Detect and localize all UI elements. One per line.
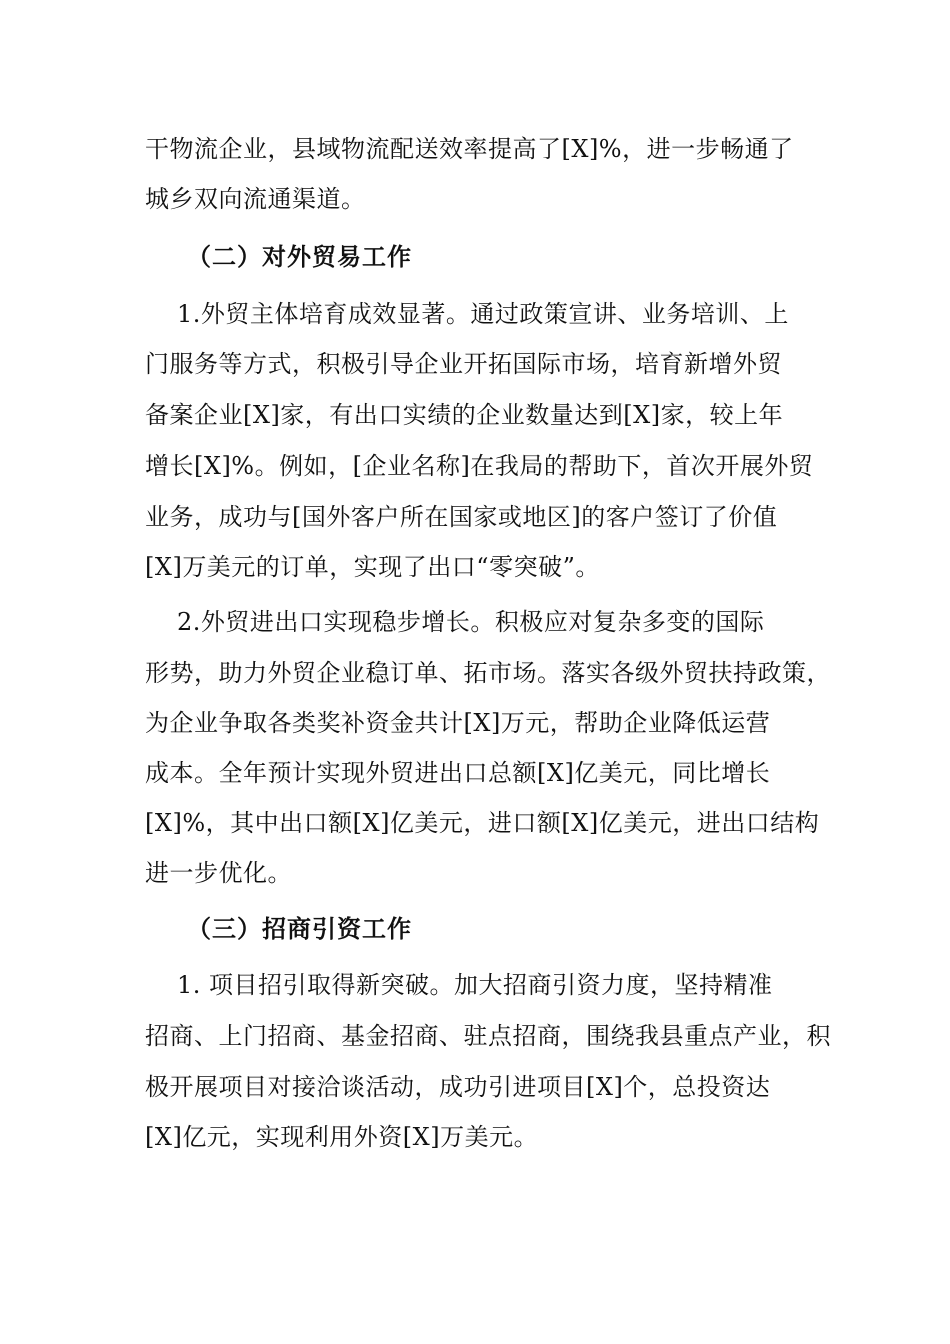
- paragraph-line: [X]%，其中出口额[X]亿美元，进口额[X]亿美元，进出口结构: [145, 809, 820, 837]
- paragraph-line: [X]亿元，实现利用外资[X]万美元。: [145, 1123, 539, 1151]
- paragraph-line: 备案企业[X]家，有出口实绩的企业数量达到[X]家，较上年: [145, 401, 784, 429]
- paragraph-line: 业务，成功与[国外客户所在国家或地区]的客户签订了价值: [145, 503, 778, 531]
- section-heading-investment: （三）招商引资工作: [187, 915, 412, 943]
- paragraph-line: 成本。全年预计实现外贸进出口总额[X]亿美元，同比增长: [145, 759, 771, 787]
- paragraph-line: 1.外贸主体培育成效显著。通过政策宣讲、业务培训、上: [177, 300, 789, 328]
- paragraph-line: 形势，助力外贸企业稳订单、拓市场。落实各级外贸扶持政策，: [145, 659, 831, 687]
- paragraph-line: 增长[X]%。例如，[企业名称]在我局的帮助下，首次开展外贸: [145, 452, 814, 480]
- paragraph-line: [X]万美元的订单，实现了出口“零突破”。: [145, 553, 600, 581]
- section-heading-foreign-trade: （二）对外贸易工作: [187, 243, 412, 271]
- paragraph-line: 门服务等方式，积极引导企业开拓国际市场，培育新增外贸: [145, 350, 782, 378]
- paragraph-line: 2.外贸进出口实现稳步增长。积极应对复杂多变的国际: [177, 608, 765, 636]
- paragraph-line: 为企业争取各类奖补资金共计[X]万元，帮助企业降低运营: [145, 709, 771, 737]
- paragraph-line: 干物流企业，县域物流配送效率提高了[X]%，进一步畅通了: [145, 135, 794, 163]
- paragraph-line: 极开展项目对接洽谈活动，成功引进项目[X]个，总投资达: [145, 1073, 771, 1101]
- paragraph-line: 招商、上门招商、基金招商、驻点招商，围绕我县重点产业，积: [145, 1022, 831, 1050]
- paragraph-line: 城乡双向流通渠道。: [145, 185, 366, 213]
- paragraph-line: 进一步优化。: [145, 859, 292, 887]
- paragraph-line: 1. 项目招引取得新突破。加大招商引资力度，坚持精准: [177, 971, 773, 999]
